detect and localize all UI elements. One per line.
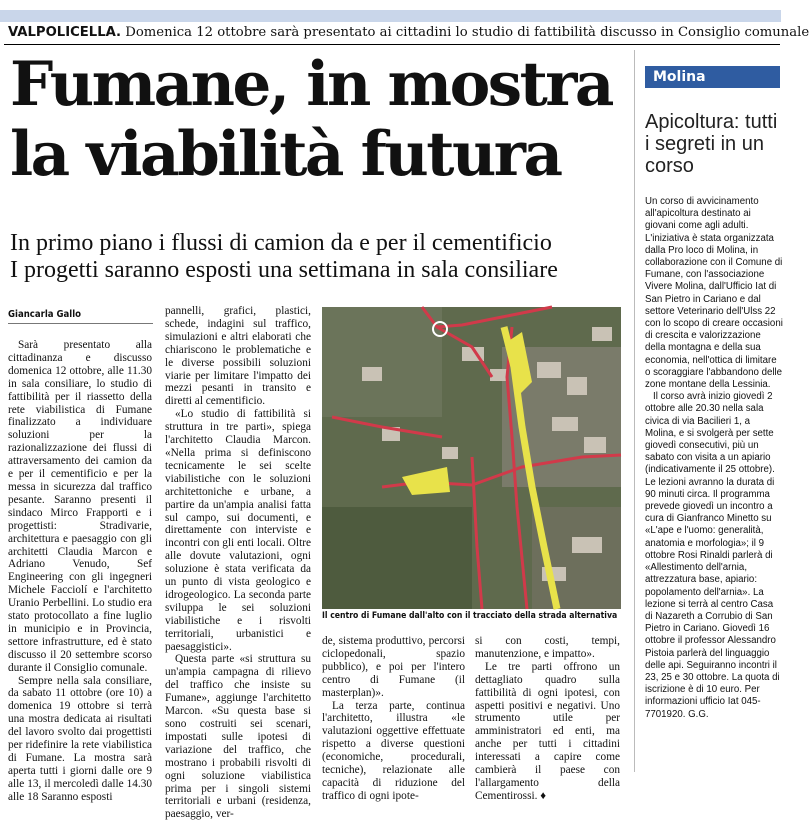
byline: Giancarla Gallo <box>8 309 82 320</box>
headline <box>10 50 630 190</box>
article-column-1 <box>8 339 152 803</box>
headline-line-2: la viabilità futura <box>10 119 561 190</box>
paragraph: Un corso di avvicinamento all'apicoltura destinato ai giovani come agli adulti. L'iniziativa è stata organizzata dalla Pro loco di Molina, in collaborazione con il Comune di Fumane, con l'associazione Vivere Molina, dall'Ufficio Iat di San Pietro in Cariano e dal settore Veterinario dell'Ulss 22 con lo scopo di creare occasioni di crescita e valorizzazione della montagna e della sua economia, nell'ottica di limitare o scoraggiare l'abbandono delle zone montane della Lessinia. <box>645 196 783 391</box>
photo-caption: Il centro di Fumane dall'alto con il tracciato della strada alternativa <box>322 611 618 621</box>
paragraph: La terza parte, continua l'architetto, illustra «le valutazioni oggettive effettuate rispetto a diverse questioni (economiche, procedurali, tecniche), relazionate alle capacità di riduzione del traffico di ogni ipote- <box>322 699 465 802</box>
article-column-4 <box>475 635 620 802</box>
section-label: VALPOLICELLA. <box>8 25 122 40</box>
byline-rule <box>8 323 153 324</box>
top-color-bar <box>0 10 781 22</box>
aerial-photo <box>322 307 621 609</box>
top-rule <box>4 44 780 45</box>
paragraph: «Lo studio di fattibilità si struttura in tre parti», spiega l'architetto Claudia Marcon. «Nella prima si definiscono tecnicamente le sei scelte viabilistiche con le soluzioni architettoniche e urbane, a partire da un'ampia analisi fatta sul campo, sui documenti, e direttamente con interviste e incontri con gli enti locali. Oltre alle dovute valutazioni, ogni soluzione è stata verificata da un punto di vista geologico e idrogeologico. La seconda parte sviluppa le sei soluzioni viabilistiche e i risvolti territoriali, urbanistici e paesaggistici». <box>165 408 311 653</box>
paragraph: Le tre parti offrono un dettagliato quadro sulla fattibilità di ogni ipotesi, con aspetti positivi e negativi. Uno strumento utile per amministratori ed enti, ma anche per tutti i cittadini interessati a capire come cambierà il paese con l'allargamento della Cementirossi. ♦ <box>475 660 620 802</box>
vineyard-area <box>322 507 472 609</box>
paragraph: Il corso avrà inizio giovedì 2 ottobre alle 20.30 nella sala civica di via Bacilieri 1, a Molina, e si svolgerà per sette giovedì consecutivi, più un sabato con visita a un apiario (indicativamente il 25 ottobre). Le lezioni avranno la durata di 90 minuti circa. Il programma prevede giovedì un incontro a cura di Gianfranco Minetto su «L'ape e l'uomo: generalità, anatomia e morfologia»; il 9 ottobre Rosi Rinaldi parlerà di «Allestimento dell'arnia, attrezzatura base, apiario: popolamento dell'arnia». La lezione si terrà al centro Casa di Nazareth a Corrubio di San Pietro in Cariano. Giovedì 16 ottobre il professor Alessandro Pistoia parlerà del linguaggio delle api. Seguiranno incontri il 23, 25 e 30 ottobre. La quota di iscrizione è di 10 euro. Per informazioni ufficio Iat 045-7701920. G.G. <box>645 391 780 720</box>
article-column-2 <box>165 305 311 821</box>
kicker-text: Domenica 12 ottobre sarà presentato ai cittadini lo studio di fattibilità discusso in Consiglio comunale <box>125 25 809 40</box>
paragraph: Sarà presentato alla cittadinanza e discusso domenica 12 ottobre, alle 11.30 in sala consiliare, lo studio di fattibilità per il riassetto della rete viabilistica di Fumane finalizzato a individuare soluzioni per la razionalizzazione dei flussi di attraversamento dei camion da e per il cementificio e per la messa in sicurezza dal traffico pesante. Saranno presenti il sindaco Mirco Frapporti e i progettisti: Stradivarie, architettura e paesaggio con gli architetti Claudia Marcon e Adriano Venudo, Sef Engineering con gli ingegneri Michele Facciolí e l'architetto Uranio Perbellini. Lo studio era stato protocollato a fine luglio in municipio e in Provincia, settore infrastrutture, ed è stato discusso il 20 settembre scorso durante il Consiglio comunale. <box>8 339 152 674</box>
sidebar-tag <box>645 66 780 88</box>
subhead-line-1: In primo piano i flussi di camion da e per il cementificio <box>10 230 552 256</box>
paragraph: de, sistema produttivo, percorsi ciclopedonali, spazio pubblico), e poi per l'intero centro di Fumane (il masterplan)». <box>322 635 465 699</box>
paragraph: Questa parte «si struttura su un'ampia campagna di rilievo del traffico che insiste su Fumane», aggiunge l'architetto Marcon. «Su questa base si sono costruiti sei scenari, impostati sulle ipotesi di variazione del traffico, che mostrano i probabili risvolti di ogni soluzione viabilistica prima per i singoli sistemi territoriali e urbani (residenza, paesaggio, ver- <box>165 653 311 821</box>
article-column-3 <box>322 635 465 802</box>
subheadline <box>10 230 630 284</box>
paragraph: pannelli, grafici, plastici, schede, indagini sul traffico, simulazioni e altri elaborati che chiariscono le problematiche e le diverse possibili soluzioni viarie per limitare l'impatto dei mezzi pesanti in transito e diretti al cementificio. <box>165 305 311 408</box>
kicker <box>8 25 809 40</box>
paragraph: Sempre nella sala consiliare, da sabato 11 ottobre (ore 10) a domenica 19 ottobre si terrà una mostra dedicata ai risultati del lavoro svolto dai progettisti per ridefinire la rete viabilistica di Fumane. La mostra sarà aperta tutti i giorni dalle ore 9 alle 13, il mercoledì dalle 14.30 alle 18 Saranno esposti <box>8 674 152 803</box>
field-area <box>322 307 442 417</box>
paragraph: si con costi, tempi, manutenzione, e impatto». <box>475 635 620 660</box>
column-divider <box>634 50 635 772</box>
headline-line-1: Fumane, in mostra <box>10 49 612 120</box>
subhead-line-2: I progetti saranno esposti una settimana in sala consiliare <box>10 257 558 283</box>
sidebar-tag-label: Molina <box>653 69 706 85</box>
sidebar-title: Apicoltura: tutti i segreti in un corso <box>645 111 778 177</box>
sidebar-body <box>645 196 783 772</box>
